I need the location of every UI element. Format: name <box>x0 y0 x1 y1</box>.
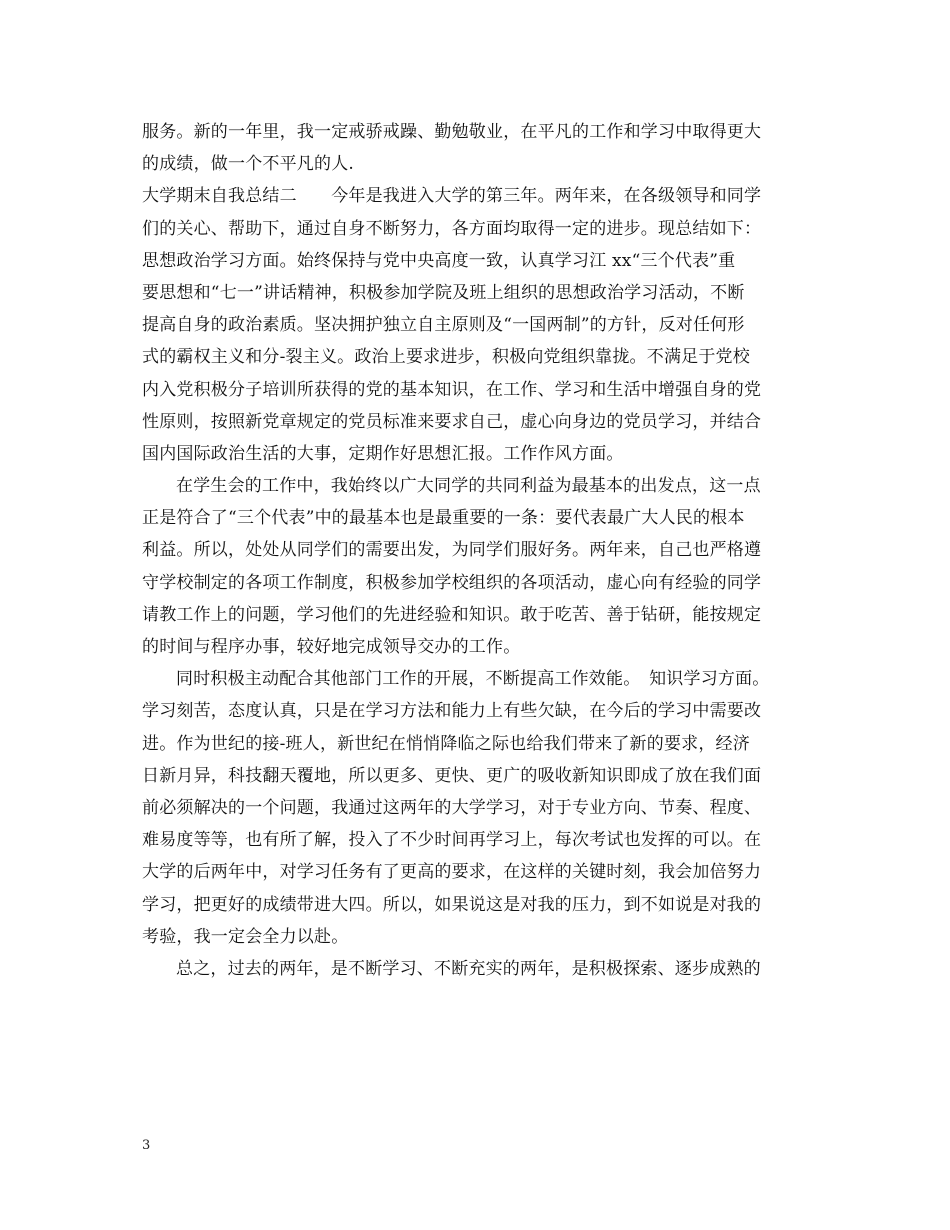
text-line: 思想政治学习方面。始终保持与党中央高度一致，认真学习江 xx“三个代表”重 <box>142 250 736 271</box>
text-line: 日新月异，科技翻天覆地，所以更多、更快、更广的吸收新知识即成了放在我们面 <box>142 765 762 786</box>
text-line: 进。作为世纪的接-班人，新世纪在悄悄降临之际也给我们带来了新的要求，经济 <box>142 733 750 754</box>
text-line: 大学期末自我总结二 今年是我进入大学的第三年。两年来，在各级领导和同学 <box>142 186 762 207</box>
text-line: 难易度等等，也有所了解，投入了不少时间再学习上，每次考试也发挥的可以。在 <box>142 830 762 851</box>
text-line: 考验，我一定会全力以赴。 <box>142 926 349 947</box>
text-line: 前必须解决的一个问题，我通过这两年的大学学习，对于专业方向、节奏、程度、 <box>142 797 762 818</box>
text-line: 要思想和“七一”讲话精神，积极参加学院及班上组织的思想政治学习活动，不断 <box>142 282 745 303</box>
text-line: 国内国际政治生活的大事，定期作好思想汇报。工作作风方面。 <box>142 443 624 464</box>
text-line: 同时积极主动配合其他部门工作的开展，不断提高工作效能。 知识学习方面。 <box>176 669 770 690</box>
text-line: 大学的后两年中，对学习任务有了更高的要求，在这样的关键时刻，我会加倍努力 <box>142 862 762 883</box>
body-text <box>142 116 822 985</box>
text-line: 服务。新的一年里，我一定戒骄戒躁、勤勉敬业，在平凡的工作和学习中取得更大 <box>142 122 762 142</box>
text-line: 性原则，按照新党章规定的党员标准来要求自己，虚心向身边的党员学习，并结合 <box>142 411 762 432</box>
text-line: 在学生会的工作中，我始终以广大同学的共同利益为最基本的出发点，这一点 <box>176 476 761 497</box>
text-line: 请教工作上的问题，学习他们的先进经验和知识。敢于吃苦、善于钻研，能按规定 <box>142 604 762 625</box>
text-line: 的成绩，做一个不平凡的人. <box>142 154 355 175</box>
text-line: 学习，把更好的成绩带进大四。所以，如果说这是对我的压力，到不如说是对我的 <box>142 894 762 915</box>
text-line: 守学校制定的各项工作制度，积极参加学校组织的各项活动，虚心向有经验的同学 <box>142 572 762 593</box>
text-line: 利益。所以，处处从同学们的需要出发，为同学们服好务。两年来，自己也严格遵 <box>142 540 762 561</box>
text-line: 内入党积极分子培训所获得的党的基本知识，在工作、学习和生活中增强自身的党 <box>142 379 762 400</box>
text-line: 总之，过去的两年，是不断学习、不断充实的两年，是积极探索、逐步成熟的 <box>176 958 761 979</box>
text-line: 学习刻苦，态度认真，只是在学习方法和能力上有些欠缺，在今后的学习中需要改 <box>142 701 762 722</box>
text-line: 们的关心、帮助下，通过自身不断努力，各方面均取得一定的进步。现总结如下： <box>142 218 762 239</box>
text-line: 式的霸权主义和分-裂主义。政治上要求进步，积极向党组织靠拢。不满足于党校 <box>142 347 750 368</box>
text-line: 提高自身的政治素质。坚决拥护独立自主原则及“一国两制”的方针，反对任何形 <box>142 315 745 336</box>
text-line: 正是符合了“三个代表”中的最基本也是最重要的一条：要代表最广大人民的根本 <box>142 508 745 529</box>
text-line: 的时间与程序办事，较好地完成领导交办的工作。 <box>142 637 521 657</box>
page-number: 3 <box>142 1138 151 1153</box>
